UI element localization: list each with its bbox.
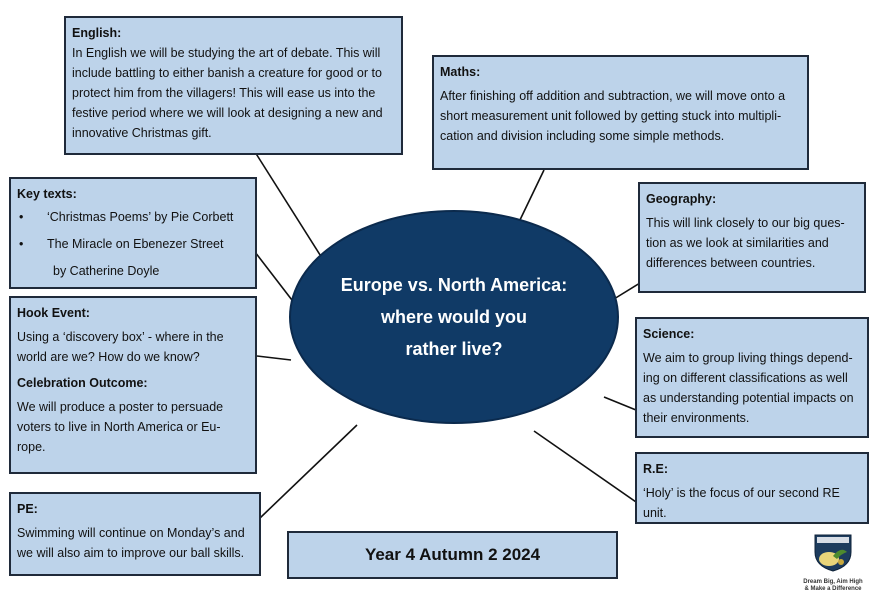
re-box [635, 452, 869, 524]
key-text-item-continued: by Catherine Doyle [53, 264, 160, 278]
key-texts-box [9, 177, 257, 289]
science-text: We aim to group living things depend-ing on different classifications as well as understanding potential impacts on their environments. [643, 351, 854, 425]
maths-text: After finishing off addition and subtraction, we will move onto a short measurement unit followed by getting stuck into multipli-cation and division including some simple methods. [440, 89, 786, 143]
school-logo [793, 532, 873, 598]
pe-title: PE: [17, 502, 38, 516]
celebration-outcome-text: We will produce a poster to persuade voters to live in North America or Eu-rope. [17, 400, 224, 454]
central-question [289, 210, 619, 424]
school-motto [793, 579, 873, 593]
year-term-text: Year 4 Autumn 2 2024 [364, 545, 541, 564]
central-question-line3: rather live? [405, 339, 503, 359]
hook-event-text: Using a ‘discovery box’ - where in the world are we? How do we know? [17, 330, 224, 364]
pe-box [9, 492, 261, 576]
maths-title: Maths: [440, 65, 481, 79]
english-title: English: [72, 26, 122, 40]
key-texts-title: Key texts: [17, 187, 77, 201]
key-text-item: • ‘Christmas Poems’ by Pie Corbett [17, 204, 249, 231]
science-title: Science: [643, 327, 695, 341]
re-title: R.E: [643, 462, 668, 476]
motto-line1: Dream Big, Aim High [803, 579, 863, 585]
geography-title: Geography: [646, 192, 717, 206]
geography-text: This will link closely to our big ques-tion as we look at similarities and differences between countries. [646, 216, 845, 270]
celebration-outcome-title: Celebration Outcome: [17, 376, 148, 390]
english-text: In English we will be studying the art of debate. This will include battling to either banish a creature for good or to protect him from the villagers! This will ease us into the festive period where we will look at designing a new and innovative Christmas gift. [72, 46, 383, 140]
year-term-label [287, 531, 618, 579]
re-text: ‘Holy’ is the focus of our second RE unit. [643, 486, 840, 520]
central-question-line1: Europe vs. North America: [340, 275, 568, 295]
science-box [635, 317, 869, 438]
school-crest-icon [811, 532, 855, 572]
hook-event-title: Hook Event: [17, 306, 90, 320]
key-texts-list [17, 204, 249, 285]
maths-box [432, 55, 809, 170]
central-question-line2: where would you [380, 307, 527, 327]
english-box [64, 16, 403, 155]
pe-text: Swimming will continue on Monday’s and we will also aim to improve our ball skills. [17, 526, 245, 560]
geography-box [638, 182, 866, 293]
hook-event-box [9, 296, 257, 474]
key-text-item: • The Miracle on Ebenezer Street [17, 231, 249, 258]
motto-line2: & Make a Difference [804, 586, 862, 592]
